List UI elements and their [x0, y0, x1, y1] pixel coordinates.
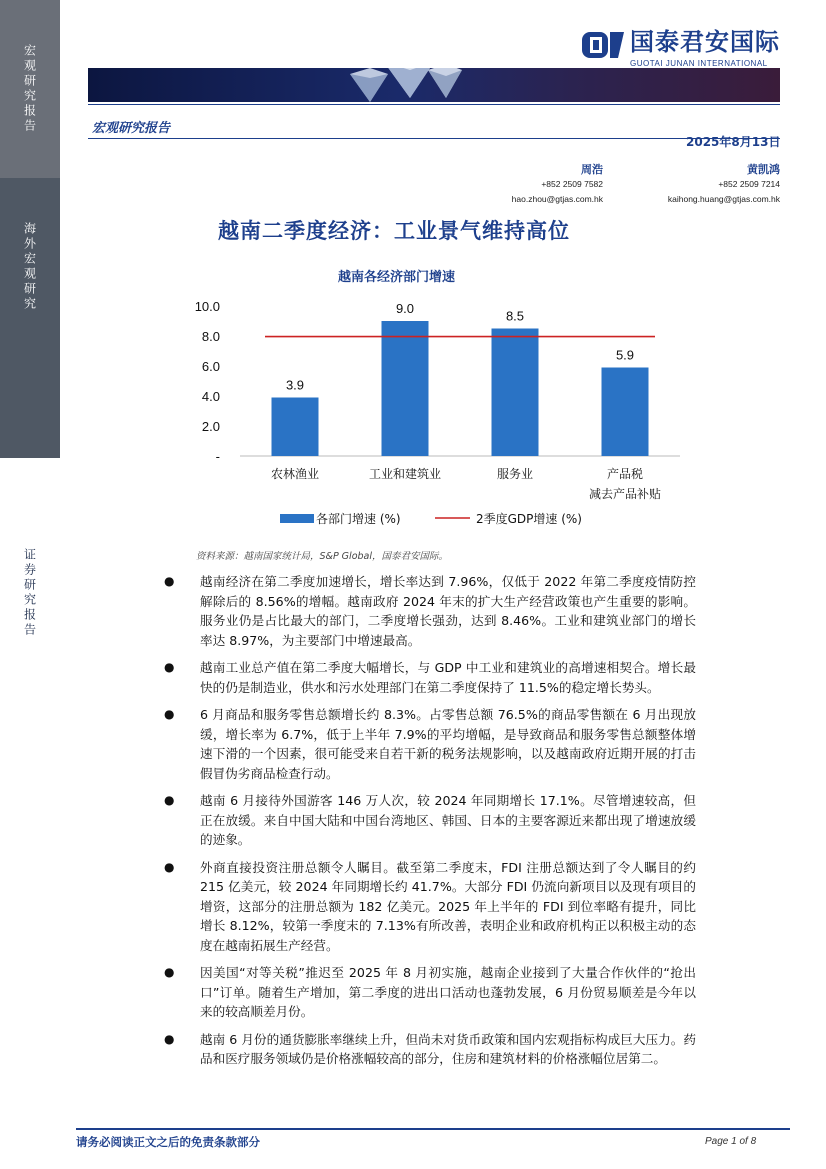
bullet-text: 外商直接投资注册总额令人瞩目。截至第二季度末，FDI 注册总额达到了令人瞩目的约 215 亿美元，较 2024 年同期增长约 41.7%。大部分 FDI 仍流向新项目以及现有项目的增资，这部分的注册总额为 182 亿美元。2025 年上半年的 FDI 到位率略有提升，同比增长 8.12%，较第一季度末的 7.13%有所改善，表明企业和政府机构正以积极主动的态度在越南拓展生产经营。 [200, 859, 696, 953]
chart-title: 越南各经济部门增速 [338, 270, 456, 285]
footer-disclaimer[interactable]: 请务必阅读正文之后的免责条款部分 [76, 1135, 260, 1149]
x-tick-label: 服务业 [496, 467, 534, 481]
bullet-text: 因美国“对等关税”推迟至 2025 年 8 月初实施，越南企业接到了大量合作伙伴的“抢出口”订单。随着生产增加，第二季度的进出口活动也蓬勃发展，6 月份贸易顺差是今年以来的较高顺差月份。 [200, 965, 696, 1019]
bullet-icon: ● [164, 660, 175, 674]
bullet-list [164, 572, 696, 1077]
sidebar-section-overseas-macro [0, 178, 60, 458]
sidebar-label: 海外宏观研究 [22, 222, 37, 312]
bar-value-label: 9.0 [395, 301, 415, 316]
gtja-logo-icon [580, 28, 626, 62]
bullet-text: 越南工业总产值在第二季度大幅增长，与 GDP 中工业和建筑业的高增速相契合。增长最快的仍是制造业，供水和污水处理部门在第二季度保持了 11.5%的稳定增长势头。 [200, 660, 696, 695]
x-tick-label: 产品税 [606, 467, 644, 481]
y-tick-label: - [215, 449, 220, 464]
bullet-icon: ● [164, 707, 175, 721]
x-tick-label: 工业和建筑业 [368, 467, 442, 481]
bar-value-label: 3.9 [285, 377, 305, 393]
chart-source: 资料来源：越南国家统计局，S&P Global，国泰君安国际。 [196, 551, 448, 562]
diamond-decoration-icon [88, 68, 780, 102]
list-item [164, 791, 696, 850]
bullet-text: 越南经济在第二季度加速增长，增长率达到 7.96%，仅低于 2022 年第二季度疫情防控解除后的 8.56%的增幅。越南政府 2024 年末的扩大生产经营政策也产生重要的影响。服务业仍是占比最大的部门，二季度增长强劲，达到 8.46%。工业和建筑业部门的增长率达 8.97%，为主要部门中增速最高。 [200, 574, 696, 648]
x-tick-label: 农林渔业 [270, 467, 320, 481]
bullet-icon: ● [164, 793, 175, 807]
author-name: 黄凯鸿 [747, 163, 780, 176]
bullet-text: 越南 6 月接待外国游客 146 万人次，较 2024 年同期增长 17.1%。尽管增速较高，但正在放缓。来自中国大陆和中国台湾地区、韩国、日本的主要客源近来都出现了增速放缓的迹象。 [200, 793, 696, 847]
list-item [164, 572, 696, 650]
left-sidebar [0, 0, 60, 1169]
list-item [164, 1030, 696, 1069]
author-phone: +852 2509 7582 [541, 179, 603, 189]
author-email[interactable]: hao.zhou@gtjas.com.hk [511, 194, 603, 204]
list-item [164, 963, 696, 1022]
report-date: 2025年8月13日 [686, 135, 781, 149]
author-block [668, 162, 780, 207]
author-email[interactable]: kaihong.huang@gtjas.com.hk [667, 194, 780, 204]
report-type: 宏观研究报告 [92, 121, 171, 136]
bullet-icon: ● [164, 859, 175, 874]
sector-growth-chart [180, 280, 680, 540]
author-phone: +852 2509 7214 [718, 179, 780, 189]
y-tick-label: 6.0 [201, 359, 220, 374]
bar-value-label: 5.9 [615, 347, 635, 363]
list-item [164, 705, 696, 783]
bullet-icon: ● [164, 574, 175, 588]
bullet-icon: ● [164, 965, 175, 979]
sidebar-section-macro-report [0, 0, 60, 178]
x-tick-label: 减去产品补贴 [588, 487, 662, 501]
y-tick-label: 2.0 [201, 419, 220, 434]
header-rule [88, 104, 780, 105]
legend-label: 2季度GDP增速 (%) [476, 512, 582, 526]
legend-label: 各部门增速 (%) [316, 512, 401, 526]
author-block [512, 162, 603, 207]
page-title: 越南二季度经济：工业景气维持高位 [218, 218, 570, 243]
y-tick-label: 4.0 [201, 389, 220, 404]
footer-rule [76, 1128, 790, 1130]
bullet-text: 6 月商品和服务零售总额增长约 8.3%。占零售总额 76.5%的商品零售额在 6 月出现放缓，增长率为 6.7%，低于上半年 7.9%的平均增幅，是导致商品和服务零售总额整体增速下滑的一个因素，很可能受来自若干新的税务法规影响，以及越南政府近期开展的打击假冒伪劣商品检查行动。 [200, 707, 696, 781]
sidebar-section-securities-report [0, 458, 60, 1169]
author-name: 周浩 [581, 163, 603, 176]
header-banner [88, 68, 780, 102]
legend-swatch-bar [280, 514, 314, 523]
header-rule [88, 138, 780, 139]
bar [382, 321, 429, 456]
sidebar-label: 证券研究报告 [22, 548, 37, 638]
bar-value-label: 8.5 [505, 308, 525, 324]
list-item [164, 858, 696, 956]
sidebar-label: 宏观研究报告 [22, 44, 37, 134]
bar [492, 329, 539, 457]
y-tick-label: 10.0 [194, 299, 220, 314]
list-item [164, 658, 696, 697]
company-logo [580, 22, 780, 68]
bullet-text: 越南 6 月份的通货膨胀率继续上升，但尚未对货币政策和国内宏观指标构成巨大压力。药品和医疗服务领域仍是价格涨幅较高的部分，住房和建筑材料的价格涨幅位居第二。 [200, 1031, 696, 1066]
y-tick-label: 8.0 [201, 329, 220, 344]
bar [602, 368, 649, 457]
page-number: Page 1 of 8 [705, 1136, 757, 1147]
logo-text-en: GUOTAI JUNAN INTERNATIONAL [630, 59, 768, 68]
logo-text-cn: 国泰君安国际 [630, 28, 780, 56]
bar [272, 398, 319, 457]
bullet-icon: ● [164, 1031, 175, 1046]
